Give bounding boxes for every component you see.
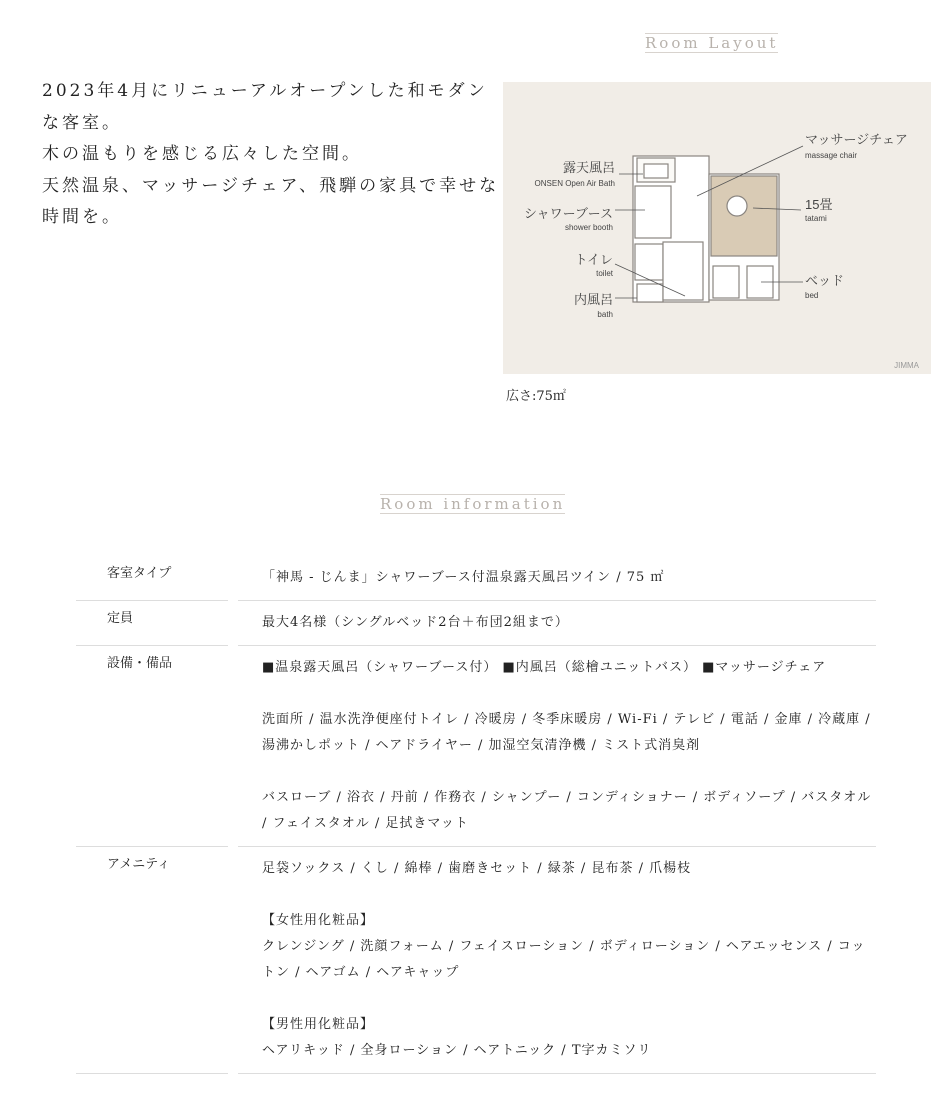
bed-left — [713, 266, 739, 298]
floor-plan — [503, 82, 931, 374]
row-label: 定員 — [107, 611, 134, 626]
table-row — [76, 601, 876, 646]
intro-text — [42, 76, 502, 234]
row-value: ヘアリキッド / 全身ローション / ヘアトニック / T字カミソリ — [262, 1043, 652, 1058]
row-label: 客室タイプ — [107, 566, 172, 581]
brand-mark: JIMMA — [894, 361, 919, 370]
tatami-area — [711, 176, 777, 256]
label-toilet: トイレ — [574, 252, 613, 267]
row-label: 設備・備品 — [107, 656, 173, 671]
area-label: 広さ:75㎡ — [506, 389, 566, 404]
label-bath-en: bath — [597, 310, 613, 319]
row-value: ■温泉露天風呂（シャワーブース付） ■内風呂（総檜ユニットバス） ■マッサージチェア — [262, 660, 827, 675]
label-open-air-bath: 露天風呂 — [562, 160, 615, 175]
label-tatami: 15畳 — [805, 197, 833, 212]
intro-line: 2023年4月にリニューアルオープンした和モダンな客室。 — [42, 81, 488, 133]
row-value: 【女性用化粧品】 — [262, 913, 375, 928]
row-value: クレンジング / 洗顔フォーム / フェイスローション / ボディローション / ヘアエッセンス / コットン / ヘアゴム / ヘアキャップ — [262, 939, 866, 980]
row-value: 足袋ソックス / くし / 綿棒 / 歯磨きセット / 緑茶 / 昆布茶 / 爪楊枝 — [262, 861, 692, 876]
entrance-area — [663, 242, 703, 300]
row-value: 洗面所 / 温水洗浄便座付トイレ / 冷暖房 / 冬季床暖房 / Wi-Fi / テレビ / 電話 / 金庫 / 冷蔵庫 / 湯沸かしポット / ヘアドライヤー / 加湿空気清浄機 / ミスト式消臭剤 — [262, 712, 871, 753]
label-shower: シャワーブース — [523, 206, 613, 221]
label-massage-chair: マッサージチェア — [805, 132, 908, 147]
label-massage-chair-en: massage chair — [805, 151, 858, 160]
row-label: アメニティ — [107, 857, 171, 872]
label-bath: 内風呂 — [573, 292, 613, 307]
row-value: 「神馬 - じんま」シャワーブース付温泉露天風呂ツイン / 75 ㎡ — [262, 570, 665, 585]
row-value: バスローブ / 浴衣 / 丹前 / 作務衣 / シャンプー / コンディショナー / ボディソープ / バスタオル / フェイスタオル / 足拭きマット — [262, 790, 872, 831]
room-layout-heading: Room Layout — [645, 34, 779, 52]
floor-plan-drawing — [503, 82, 931, 374]
room-info-table — [76, 556, 876, 1074]
label-shower-en: shower booth — [564, 223, 613, 232]
table-row — [76, 646, 876, 847]
label-bed: ベッド — [805, 273, 845, 288]
row-value: 最大4名様（シングルベッド2台＋布団2組まで） — [262, 615, 569, 630]
label-toilet-en: toilet — [596, 269, 613, 278]
label-open-air-bath-en: ONSEN Open Air Bath — [534, 179, 615, 188]
label-bed-en: bed — [805, 291, 819, 300]
massage-chair — [727, 196, 747, 216]
intro-line: 天然温泉、マッサージチェア、飛騨の家具で幸せな時間を。 — [42, 175, 500, 227]
label-tatami-en: tatami — [805, 214, 827, 223]
table-row — [76, 556, 876, 601]
row-value: 【男性用化粧品】 — [262, 1017, 375, 1032]
shower-booth-area — [635, 186, 671, 238]
table-row — [76, 847, 876, 1074]
bath-area — [637, 284, 663, 302]
open-air-bath-tub — [644, 164, 668, 178]
toilet-area — [635, 244, 663, 280]
room-information-heading: Room information — [380, 495, 566, 513]
intro-line: 木の温もりを感じる広々した空間。 — [42, 144, 362, 164]
